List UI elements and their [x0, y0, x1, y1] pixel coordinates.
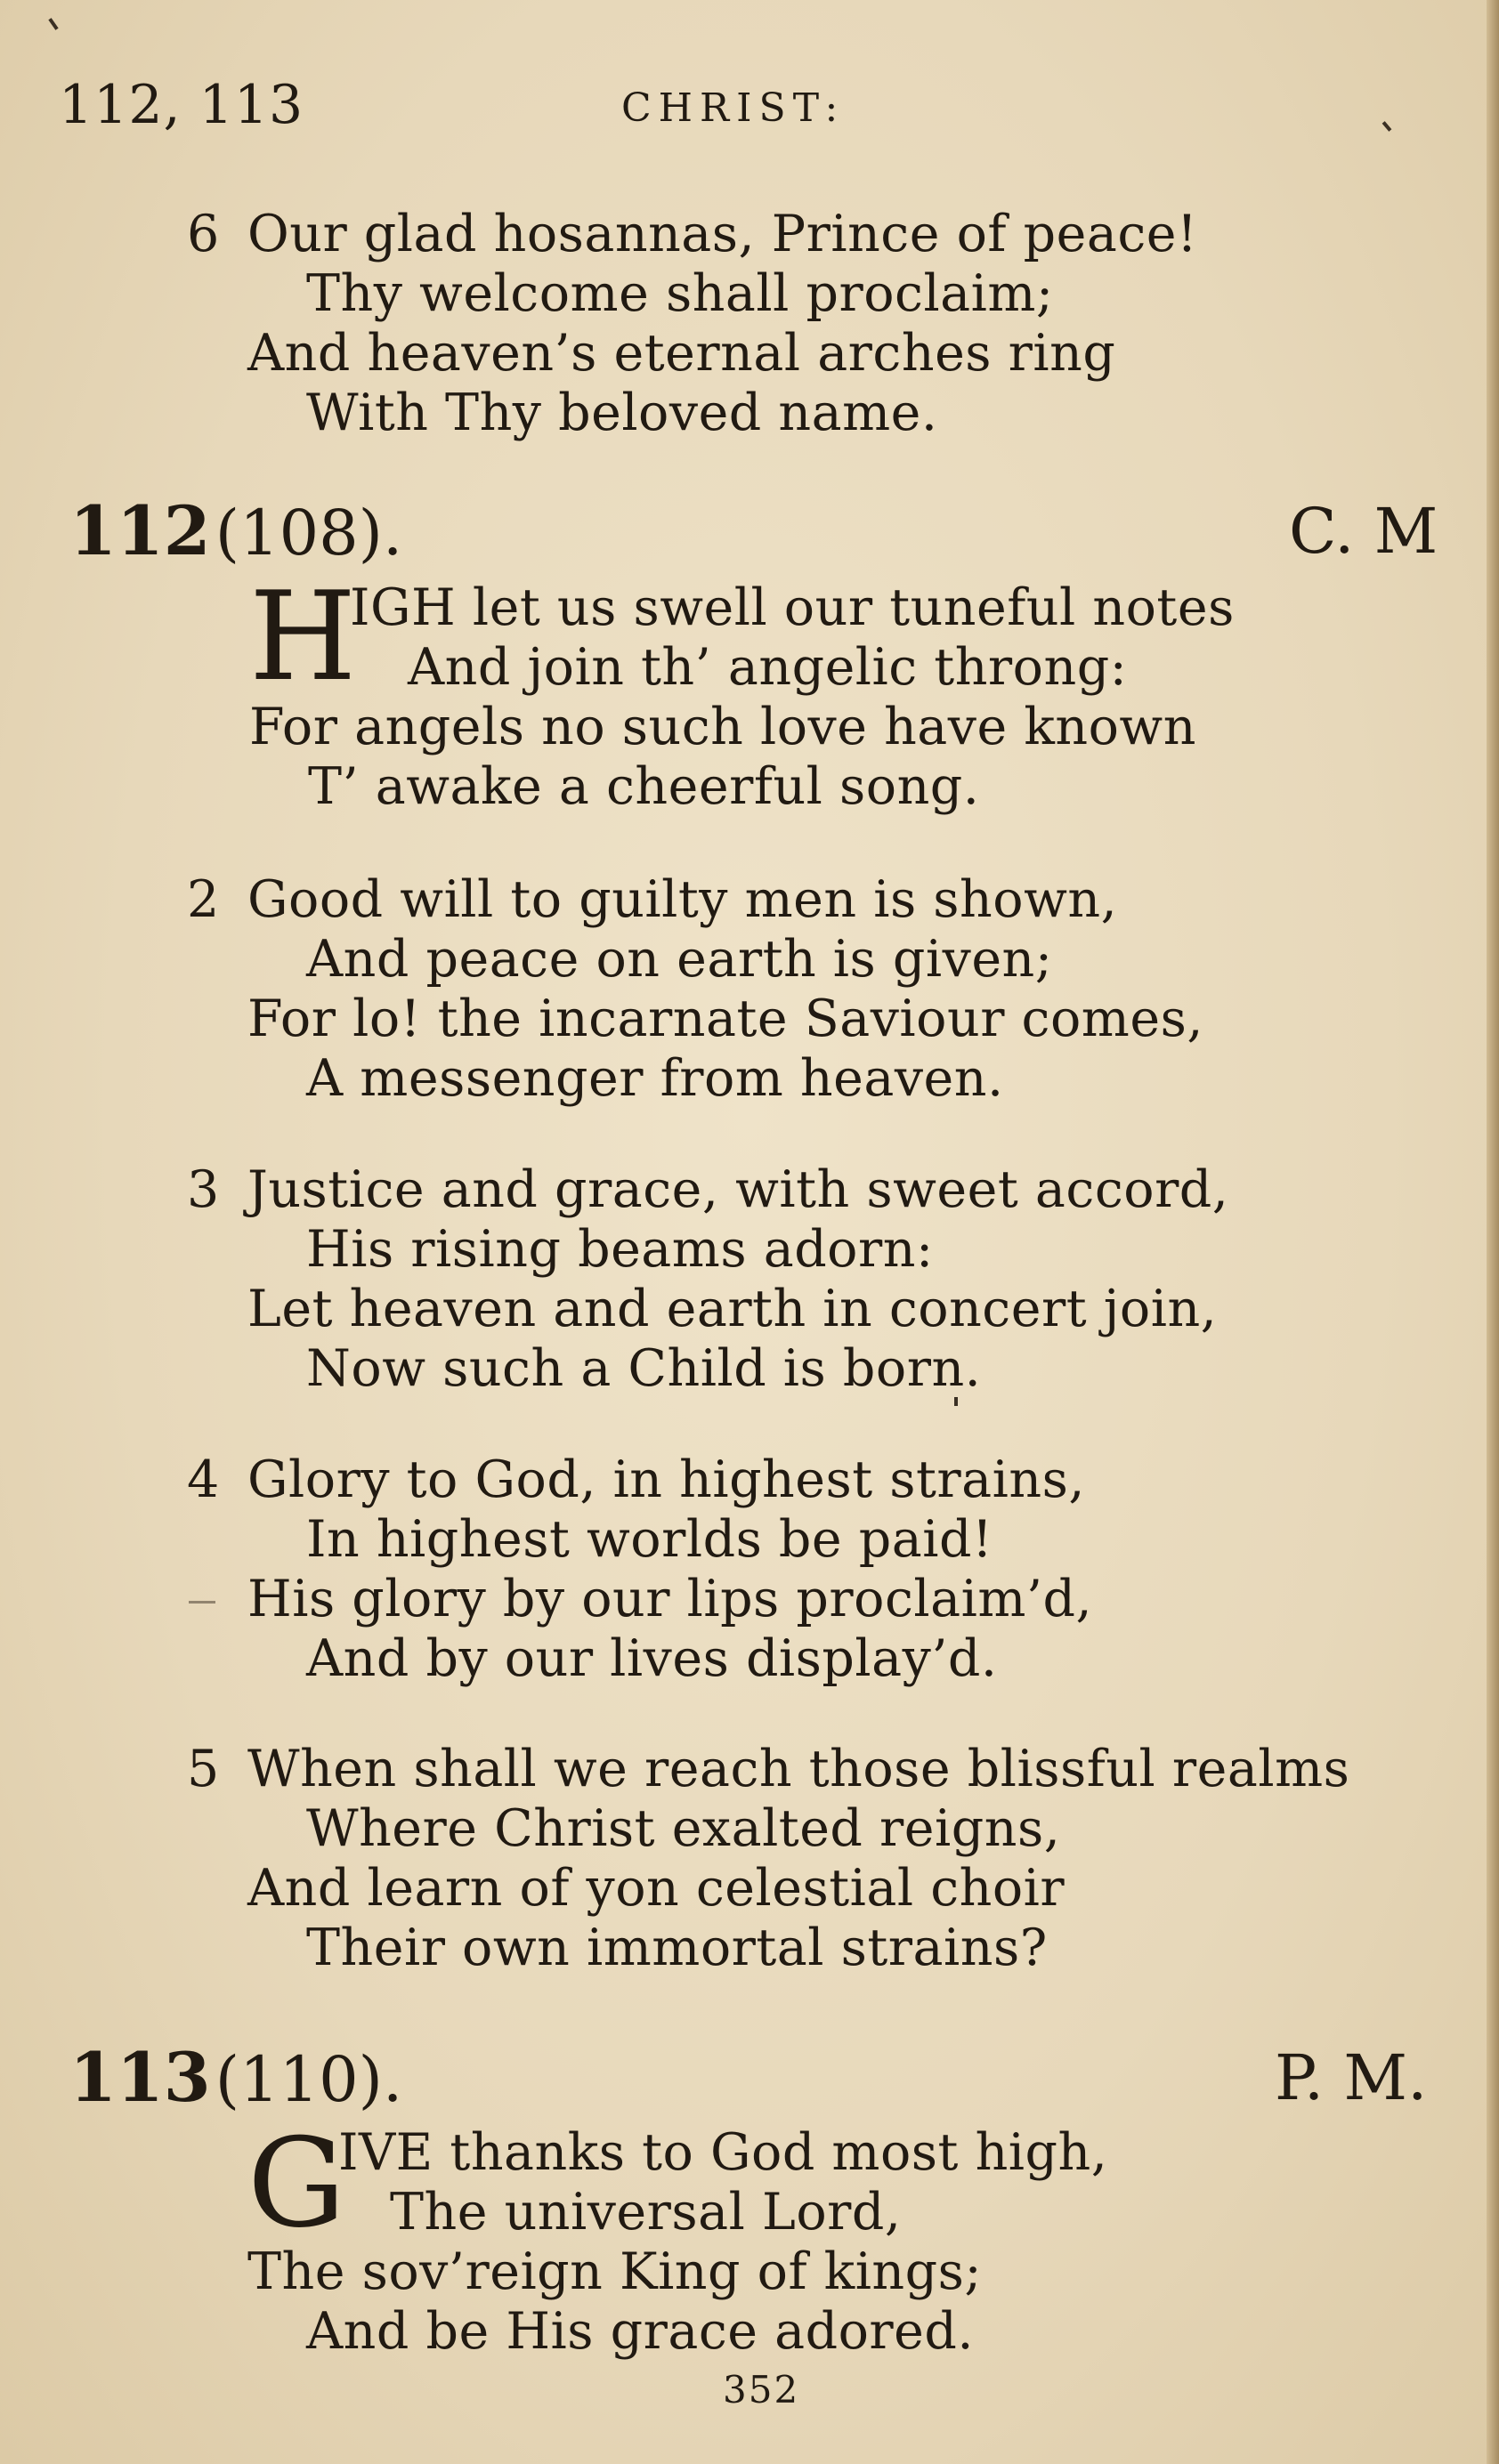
hymn-heading	[69, 2038, 402, 2120]
verse-line: Justice and grace, with sweet accord,	[247, 1160, 1229, 1219]
verse-number: 2	[187, 870, 220, 929]
verse-number: 3	[187, 1160, 220, 1219]
verse-line: His rising beams adorn:	[306, 1220, 934, 1279]
verse-line: And by our lives display’d.	[306, 1629, 998, 1688]
hymn-number: 112	[69, 491, 211, 570]
verse	[187, 1740, 1469, 1978]
page-number: 352	[723, 2368, 800, 2411]
hymn-alternate-number: (110).	[215, 2043, 403, 2116]
verse-line: For angels no such love have known	[249, 698, 1196, 756]
verse	[187, 870, 1433, 1109]
hymn-meter: C. M	[1289, 495, 1438, 568]
verse-line: The universal Lord,	[390, 2183, 902, 2242]
verse-line: IGH let us swell our tuneful notes	[350, 578, 1235, 637]
verse	[249, 565, 1478, 817]
verse-line: Good will to guilty men is shown,	[247, 870, 1118, 929]
verse-line: With Thy beloved name.	[306, 384, 938, 442]
verse-number: 4	[187, 1450, 220, 1509]
verse-number: 5	[187, 1740, 220, 1798]
drop-cap-letter: H	[249, 565, 357, 708]
verse	[247, 2112, 1476, 2362]
hymn-number: 113	[69, 2038, 211, 2117]
verse-line: Our glad hosannas, Prince of peace!	[247, 205, 1198, 263]
running-head-hymn-numbers: 112, 113	[59, 74, 304, 136]
hymn-alternate-number: (108).	[215, 497, 403, 570]
verse	[187, 205, 1433, 443]
verse-line: IVE thanks to God most high,	[338, 2123, 1108, 2182]
verse-line: Where Christ exalted reigns,	[306, 1799, 1061, 1858]
verse-line: The sov’reign King of kings;	[247, 2242, 983, 2301]
verse-line: T’ awake a cheerful song.	[308, 757, 980, 816]
verse-line: His glory by our lips proclaim’d,	[247, 1570, 1093, 1628]
running-head-title: CHRIST:	[621, 85, 846, 131]
verse-line: And heaven’s eternal arches ring	[247, 324, 1116, 383]
verse-line: And be His grace adored.	[306, 2302, 974, 2361]
verse	[187, 1450, 1433, 1689]
drop-cap-letter: G	[247, 2112, 346, 2255]
verse-line: When shall we reach those blissful realms	[247, 1740, 1350, 1798]
page-edge-shadow	[1487, 0, 1499, 2464]
verse-line: Let heaven and earth in concert join,	[247, 1280, 1218, 1338]
hymn-heading	[69, 491, 402, 573]
verse-line: In highest worlds be paid!	[306, 1510, 993, 1569]
verse-number: 6	[187, 205, 220, 263]
ink-speck	[48, 18, 58, 30]
verse-line: And join th’ angelic throng:	[408, 638, 1128, 697]
verse-line: And peace on earth is given;	[306, 930, 1053, 989]
verse	[187, 1160, 1433, 1399]
verse-line: A messenger from heaven.	[306, 1049, 1004, 1108]
verse-line: Now such a Child is born.	[306, 1339, 982, 1398]
verse-line: Their own immortal strains?	[306, 1919, 1048, 1977]
ink-speck	[1382, 121, 1392, 132]
verse-line: Glory to God, in highest strains,	[247, 1450, 1085, 1509]
verse-line: Thy welcome shall proclaim;	[306, 264, 1054, 323]
verse-line: And learn of yon celestial choir	[247, 1859, 1066, 1918]
verse-line: For lo! the incarnate Saviour comes,	[247, 990, 1203, 1048]
hymn-meter: P. M.	[1275, 2041, 1428, 2114]
